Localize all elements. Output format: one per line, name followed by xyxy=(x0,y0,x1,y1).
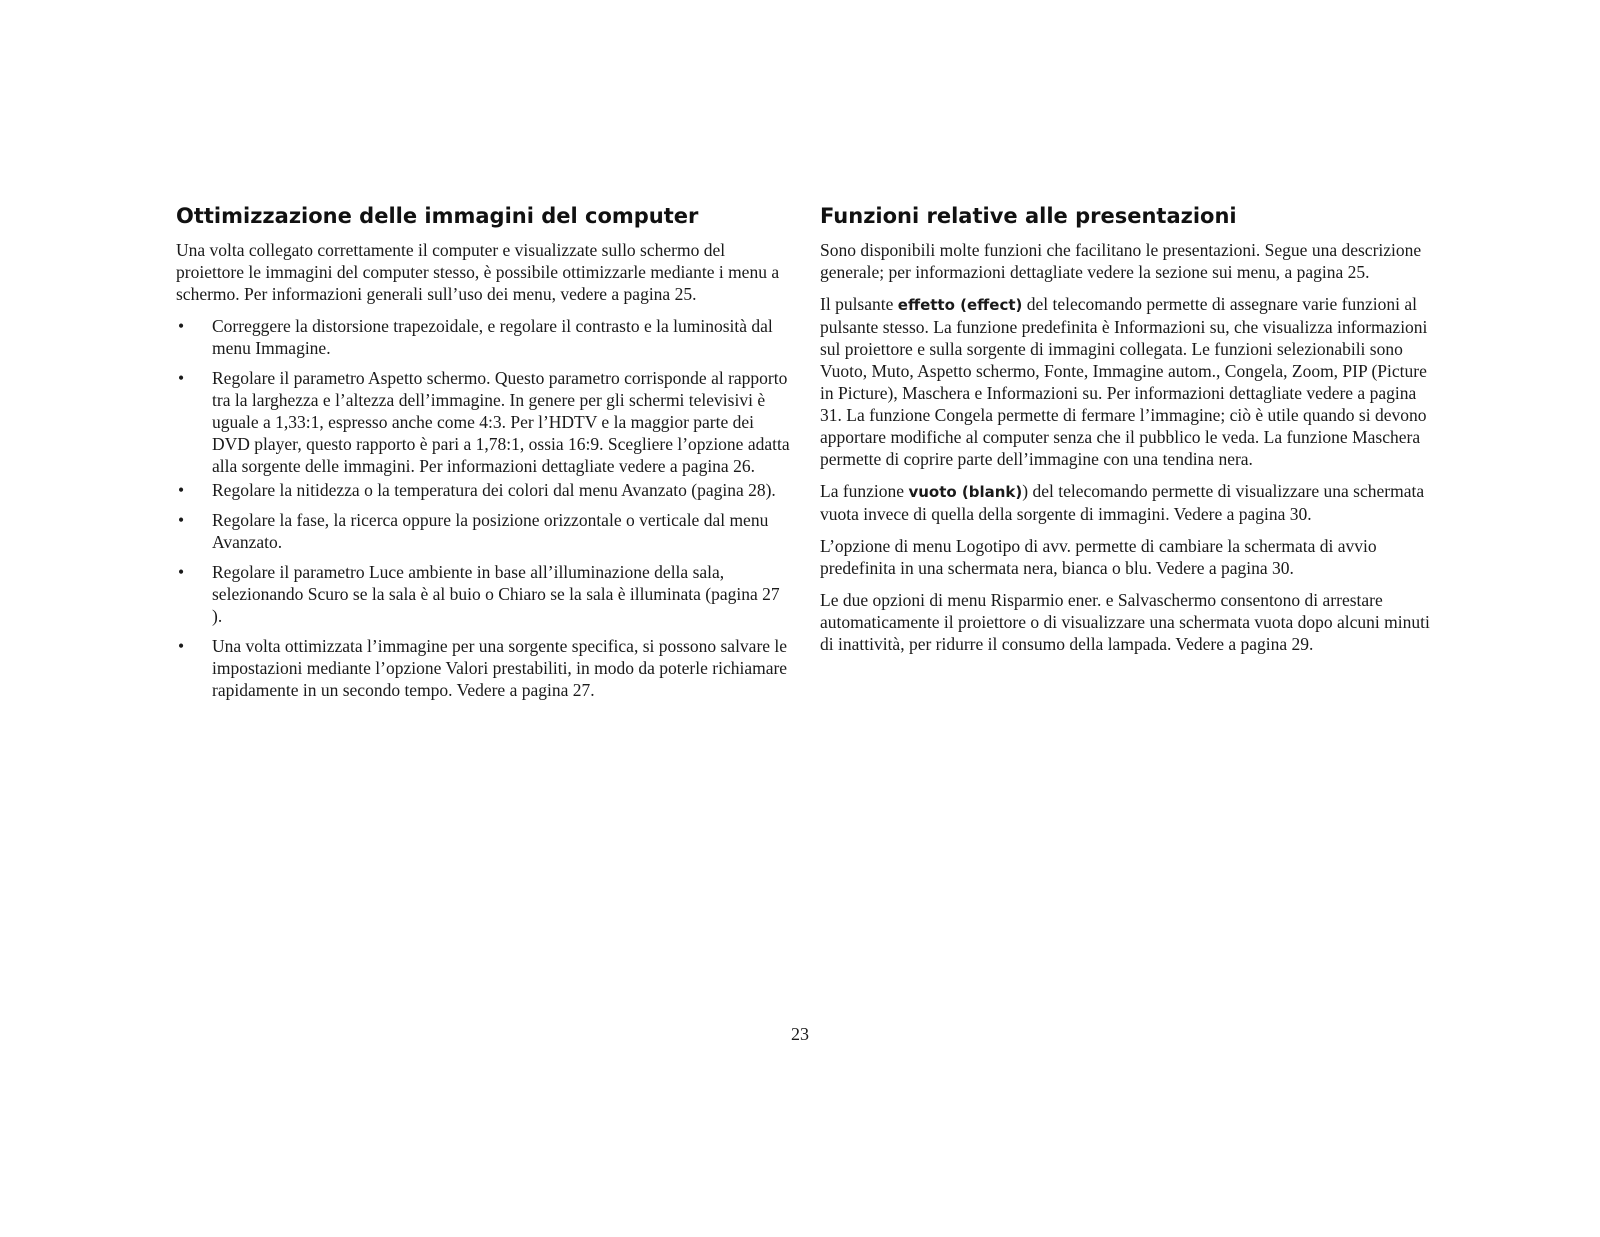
list-item-text: Correggere la distorsione trapezoidale, e regolare il contrasto e la luminosità dal menu Immagine. xyxy=(212,316,773,358)
presentation-intro-paragraph: Sono disponibili molte funzioni che facilitano le presentazioni. Segue una descrizione generale; per informazioni dettagliate vedere la sezione sui menu, a pagina 25. xyxy=(820,240,1422,282)
list-item xyxy=(176,367,791,477)
blank-button-paragraph: La funzione vuoto (blank)) del telecomando permette di visualizzare una schermata vuota invece di quella della sorgente di immagini. Vedere a pagina 30. xyxy=(820,481,1425,524)
bullet-icon: • xyxy=(178,368,185,388)
bullet-icon: • xyxy=(178,480,185,500)
list-item xyxy=(176,635,791,701)
list-item-text: Regolare la nitidezza o la temperatura dei colori dal menu Avanzato (pagina 28). xyxy=(212,480,776,500)
power-save-paragraph: Le due opzioni di menu Risparmio ener. e Salvaschermo consentono di arrestare automaticamente il proiettore o di visualizzare una schermata vuota dopo alcuni minuti di inattività, per ridurre il consumo della lampada. Vedere a pagina 29. xyxy=(820,590,1430,654)
left-column xyxy=(176,204,791,709)
page-number: 23 xyxy=(791,1024,809,1044)
bullet-icon: • xyxy=(178,316,185,336)
blank-keyword: vuoto (blank) xyxy=(908,483,1023,501)
right-column xyxy=(820,204,1435,665)
list-item-text: Regolare il parametro Luce ambiente in base all’illuminazione della sala, selezionando Scuro se la sala è al buio o Chiaro se la sala è illuminata (pagina 27 ). xyxy=(212,562,780,626)
bullet-icon: • xyxy=(178,562,185,582)
left-heading: Ottimizzazione delle immagini del computer xyxy=(176,204,699,228)
optimization-bullet-list xyxy=(176,315,791,701)
list-item xyxy=(176,479,791,501)
effect-button-paragraph: Il pulsante effetto (effect) del telecomando permette di assegnare varie funzioni al pulsante stesso. La funzione predefinita è Informazioni su, che visualizza informazioni sul proiettore e sulla sorgente di immagini collegata. Le funzioni selezionabili sono Vuoto, Muto, Aspetto schermo, Fonte, Immagine autom., Congela, Zoom, PIP (Picture in Picture), Maschera e Informazioni su. Per informazioni dettagliate vedere a pagina 31. La funzione Congela permette di fermare l’immagine; ciò è utile quando si devono apportare modifiche al computer senza che il pubblico le veda. La funzione Maschera permette di coprire parte dell’immagine con una tendina nera. xyxy=(820,294,1428,469)
list-item xyxy=(176,315,791,359)
startup-logo-paragraph: L’opzione di menu Logotipo di avv. permette di cambiare la schermata di avvio predefinita in una schermata nera, bianca o blu. Vedere a pagina 30. xyxy=(820,536,1377,578)
list-item xyxy=(176,509,791,553)
list-item-text: Una volta ottimizzata l’immagine per una sorgente specifica, si possono salvare le impostazioni mediante l’opzione Valori prestabiliti, in modo da poterle richiamare rapidamente in un secondo tempo. Vedere a pagina 27. xyxy=(212,636,788,700)
right-heading: Funzioni relative alle presentazioni xyxy=(820,204,1237,228)
effect-keyword: effetto (effect) xyxy=(897,296,1023,314)
bullet-icon: • xyxy=(178,636,185,656)
list-item-text: Regolare il parametro Aspetto schermo. Questo parametro corrisponde al rapporto tra la larghezza e l’altezza dell’immagine. In genere per gli schermi televisivi è uguale a 1,33:1, espresso anche come 4:3. Per l’HDTV e la maggior parte dei DVD player, questo rapporto è pari a 1,78:1, ossia 16:9. Scegliere l’opzione adatta alla sorgente delle immagini. Per informazioni dettagliate vedere a pagina 26. xyxy=(212,368,790,476)
left-intro-paragraph: Una volta collegato correttamente il computer e visualizzate sullo schermo del proiettore le immagini del computer stesso, è possibile ottimizzarle mediante i menu a schermo. Per informazioni generali sull’uso dei menu, vedere a pagina 25. xyxy=(176,240,780,304)
list-item xyxy=(176,561,791,627)
list-item-text: Regolare la fase, la ricerca oppure la posizione orizzontale o verticale dal menu Avanzato. xyxy=(212,510,769,552)
bullet-icon: • xyxy=(178,510,185,530)
